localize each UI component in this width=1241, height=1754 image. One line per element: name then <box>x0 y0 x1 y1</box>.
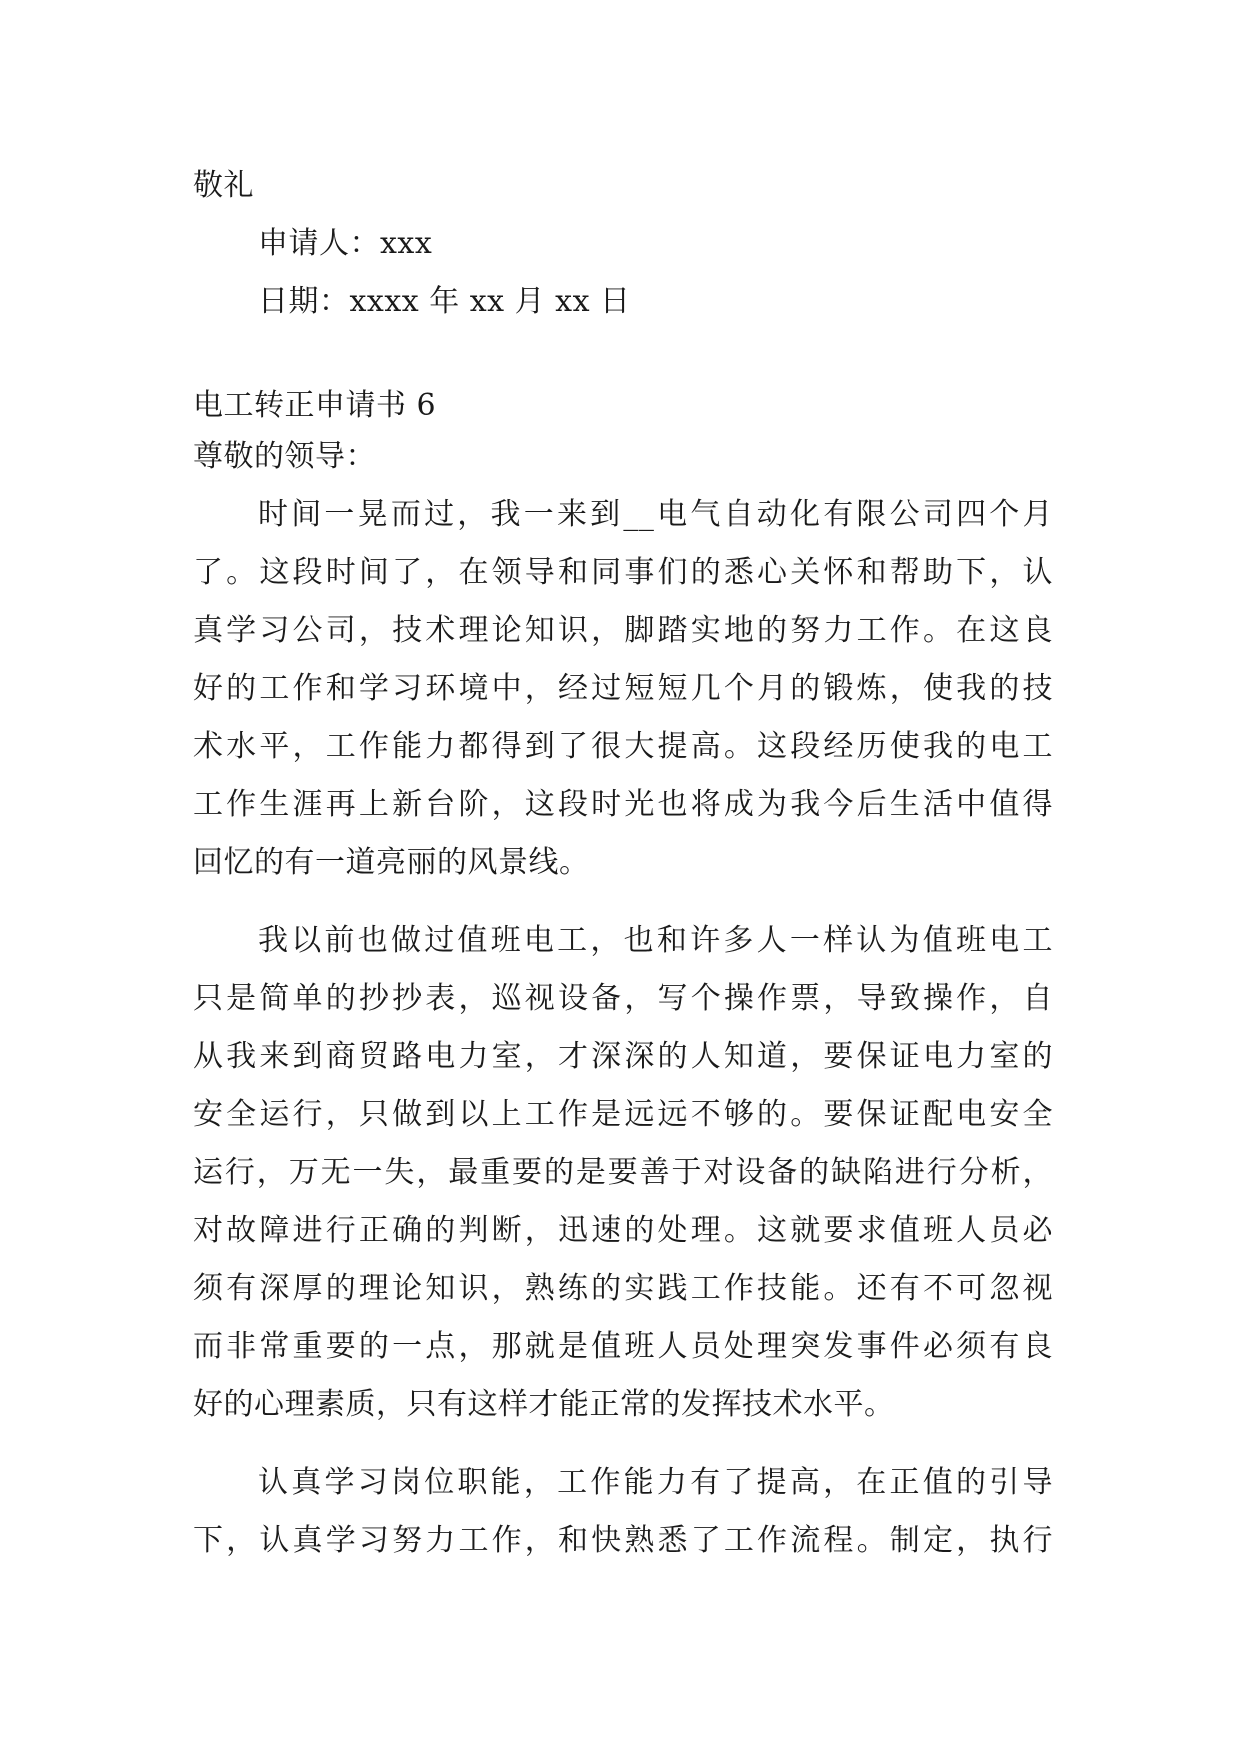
date-line: 日期：xxxx 年 xx 月 xx 日 <box>258 284 631 319</box>
body-line: 我以前也做过值班电工，也和许多人一样认为值班电工 <box>258 923 1053 958</box>
body-line: 而非常重要的一点，那就是值班人员处理突发事件必须有良 <box>193 1329 1053 1364</box>
body-line: 须有深厚的理论知识，熟练的实践工作技能。还有不可忽视 <box>193 1271 1053 1306</box>
body-line: 认真学习岗位职能，工作能力有了提高，在正值的引导 <box>258 1465 1053 1500</box>
body-line: 回忆的有一道亮丽的风景线。 <box>193 845 590 880</box>
body-line: 好的工作和学习环境中，经过短短几个月的锻炼，使我的技 <box>193 671 1053 706</box>
body-line: 工作生涯再上新台阶，这段时光也将成为我今后生活中值得 <box>193 787 1053 822</box>
body-line: 只是简单的抄抄表，巡视设备，写个操作票，导致操作，自 <box>193 981 1053 1016</box>
body-line: 下，认真学习努力工作，和快熟悉了工作流程。制定，执行 <box>193 1523 1053 1558</box>
body-line: 术水平，工作能力都得到了很大提高。这段经历使我的电工 <box>193 729 1053 764</box>
closing-salutation: 敬礼 <box>193 168 254 203</box>
body-line: 好的心理素质，只有这样才能正常的发挥技术水平。 <box>193 1387 895 1422</box>
letter-greeting: 尊敬的领导： <box>193 439 376 474</box>
body-line: 真学习公司，技术理论知识，脚踏实地的努力工作。在这良 <box>193 613 1053 648</box>
body-line: 安全运行，只做到以上工作是远远不够的。要保证配电安全 <box>193 1097 1053 1132</box>
body-line: 了。这段时间了，在领导和同事们的悉心关怀和帮助下，认 <box>193 555 1053 590</box>
letter-title: 电工转正申请书 6 <box>193 388 437 423</box>
body-line: 运行，万无一失，最重要的是要善于对设备的缺陷进行分析， <box>193 1155 1053 1190</box>
applicant-line: 申请人：xxx <box>258 226 433 261</box>
body-line: 对故障进行正确的判断，迅速的处理。这就要求值班人员必 <box>193 1213 1053 1248</box>
body-line: 时间一晃而过，我一来到__电气自动化有限公司四个月 <box>258 497 1053 532</box>
body-line: 从我来到商贸路电力室，才深深的人知道，要保证电力室的 <box>193 1039 1053 1074</box>
